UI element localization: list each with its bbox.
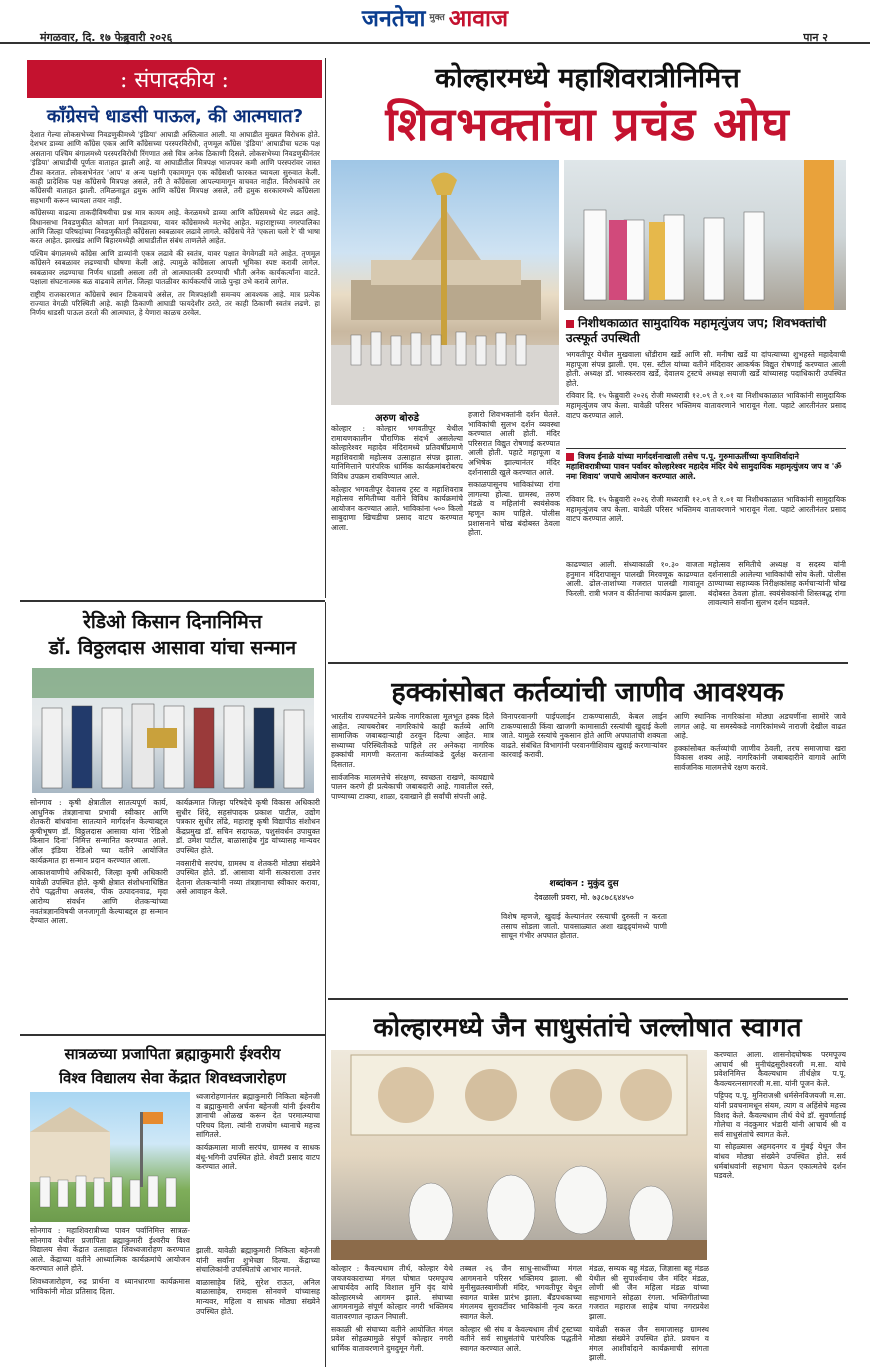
author-place: देवळाली प्रवरा, मो. ७३८७८६४४५० [534, 893, 634, 902]
logo-part-left: जनतेचा [361, 5, 426, 32]
editorial-title: काँग्रेसचे धाडसी पाऊल, की आत्मघात? [46, 106, 304, 127]
story-para: यावेळी सकल जैन समाजासह ग्रामस्थ मोठ्या संख्येने उपस्थित होते. प्रवचन व मंगल आशीर्वादाने कार्यक्रमाची सांगता झाली. [589, 1324, 709, 1363]
editorial-para: राष्ट्रीय राजकारणात काँग्रेसचे स्थान टिकवायचे असेल, तर मित्रपक्षांशी समन्वय आवश्यक आहे. मात्र प्रत्येक राज्यात वेगळी परिस्थिती आहे. काही ठिकाणी आघाडी फायदेशीर ठरते, तर काही ठिकाणी स्वतंत्र लढणे. हा निर्णय धाडसी पाऊल ठरतो की आत्मघात, हे येणारा काळच ठरवेल. [30, 289, 320, 318]
logo-small: मुक्त [429, 13, 445, 23]
brahma-body-col3 [196, 1246, 320, 1364]
felicitation-illustration [32, 668, 314, 793]
jain-body-col4 [714, 1050, 846, 1364]
radio-title-2: डॉ. विठ्ठलदास आसावा यांचा सन्मान [48, 637, 297, 659]
story-para: विशेष म्हणजे, खुदाई केल्यानंतर रस्त्याची दुरुस्ती न करता तसाच सोडला जातो. पावसाळ्यात अशा खड्ड्यांमध्ये पाणी साचून गंभीर अपघात होतात. [501, 912, 667, 941]
story-para: सकाळी श्री संघाच्या वतीने आयोजित मंगल प्रवेश सोहळ्यामुळे संपूर्ण कोल्हार नगरी धार्मिक वातावरणाने दुमदुमून गेली. [331, 1324, 453, 1353]
editorial-banner: : संपादकीय : [27, 60, 322, 98]
brahma-body-col2 [196, 1092, 320, 1242]
story-para: आणि स्थानिक नागरिकांना मोठ्या अडचणींना सामोरे जावे लागत आहे. या समस्येकडे नागरिकांमध्ये नाराजी देखील वाढत आहे. [674, 712, 846, 741]
main-body-col2 [468, 410, 560, 656]
brahma-title-1: सात्रळच्या प्रजापिता ब्रह्माकुमारी ईश्वरीय [64, 1045, 281, 1063]
radio-title-1: रेडिओ किसान दिनानिमित्त [83, 611, 262, 633]
sub-headline-2 [566, 452, 846, 482]
main-body-right [566, 350, 846, 445]
story-para: विनापरवानगी पाईपलाईन टाकण्यासाठी, केबल लाईन टाकण्यासाठी किंवा खाजगी कामासाठी रस्त्यांची खुदाई केली जाते. यामुळे रस्त्यांचे नुकसान होते आणि अपघातांची शक्यता वाढते. संबंधित विभागांनी परवानगीशिवाय खुदाई करणाऱ्यांवर कारवाई करावी. [501, 712, 667, 760]
main-body-col3 [566, 560, 704, 656]
story-para: रविवार दि. १५ फेब्रुवारी २०२६ रोजी मध्यरात्री १२.०९ ते १.०१ या निशीथकाळात भाविकांनी सामुदायिक महामृत्युंजय जप केला. यावेळी परिसर भक्तिमय वातावरणाने भारावून गेला. पहाटे आरतीनंतर प्रसाद वाटप करण्यात आले. [566, 391, 846, 420]
story-para: काढण्यात आली. संध्याकाळी १०.३० वाजता हनुमान मंदिरापासून पालखी मिरवणूक काढण्यात आली. ढोल-ताशांच्या गजरात पालखी गावातून फिरली. रात्री भजन व कीर्तनाचा कार्यक्रम झाला. [566, 560, 704, 598]
sub-headline-2-text: विजय ईनाळे यांच्या मार्गदर्शनाखाली तसेच प.पू. गुरुमाऊलींच्या कृपाशिर्वादाने महाशिवरात्रीच्या पावन पर्वावर कोल्हारेश्वर महादेव मंदिर येथे सामुदायिक महामृत्युंजय जप व 'ॐ नमः शिवाय' जपाचे आयोजन करण्यात आले. [566, 452, 842, 481]
author-label: शब्दांकन : [549, 879, 585, 889]
page-number: पान २ [803, 31, 828, 44]
logo-part-right: आवाज [448, 5, 509, 32]
divider [566, 448, 846, 449]
editorial-para: देशात गेल्या लोकसभेच्या निवडणुकीमध्ये 'इंडिया' आघाडी अस्तित्वात आली. या आघाडीत मुख्यत विरोधक होते. देशभर डाव्या आणि काँग्रेस एकत्र आणि काँग्रेसच्या परस्परविरोधी, तृणमूल काँग्रेस 'इंडिया' आघाडीचा घटक पक्ष असताना पश्चिम बंगालमध्ये परस्परविरोधी रिंगणात असे चित्र अनेक ठिकाणी दिसले. लोकसभेच्या निवडणुकीनंतर 'इंडिया' आघाडीची पूर्णतः वाताहत झाली आहे. या आघाडीतील मित्रपक्ष भाजपवर कमी आणि परस्परांवर जास्त टीका करतात. लोकसभेनंतर 'आप' व अन्य पक्षांनी एकामागून एक काँग्रेसशी फारकत घ्यायला सुरुवात केली. काही प्रादेशिक पक्ष काँग्रेसचे मित्रपक्ष असले, तरी ते काँग्रेसला आपल्यामागून वाचवत नाहीत. विरोधकांचे तर काँग्रेसची वाताहत झाली. तमिळनाडूत द्रमुक आणि काँग्रेस मित्रपक्ष असले, तरी द्रमुक सरकारमध्ये काँग्रेसला सहभागी करून घ्यायला तयार नाही. [30, 130, 320, 205]
story-para: तब्बल २६ जैन साधु-साध्वींच्या मंगल आगमनाने परिसर भक्तिमय झाला. श्री मुनीसुव्रतस्वामीजी मंदिर, भगवतीपूर येथून स्वागत यात्रेस प्रारंभ झाला. बँडपथकाच्या मंगलमय सुरावटींवर भाविकांनी नृत्य करत स्वागत केले. [460, 1264, 582, 1321]
masthead [0, 0, 870, 44]
radio-body-col1 [30, 798, 168, 1030]
section-divider [20, 600, 325, 602]
flag-hoisting-illustration [30, 1092, 190, 1222]
jain-photo [331, 1050, 707, 1260]
section-divider [20, 1034, 325, 1036]
main-body-right-2 [566, 495, 846, 555]
section-divider [328, 998, 848, 1000]
editorial-body [30, 130, 320, 590]
story-para: बाळासाहेब शिंदे, सुरेश राऊत, अनिल बाळासाहेब, रामदास सोनवणे यांच्यासह मान्यवर, महिला व साधक मोठ्या संख्येने उपस्थित होते. [196, 1277, 320, 1316]
bullet-icon [566, 320, 574, 328]
jain-title: कोल्हारमध्ये जैन साधुसंतांचे जल्लोषात स्वागत [373, 1013, 802, 1043]
brahma-title-2: विश्व विद्यालय सेवा केंद्रात शिवध्वजारोहण [59, 1069, 286, 1087]
story-para: कार्यक्रमात जिल्हा परिषदेचे कृषी विकास अधिकारी सुधीर शिंदे, सहसंपादक प्रकाश पाटील, उद्योग पत्रकार सुधीर लोंढे, महाराष्ट्र कृषी विद्यापीठ संशोधन केंद्रप्रमुख डॉ. सचिन सदाफळ, पशुसंवर्धन उपायुक्त डॉ. उमेश पाटील, बाळासाहेब गुंड यांच्यासह मान्यवर उपस्थित होते. [176, 798, 320, 855]
story-para: झाली. यावेळी ब्रह्माकुमारी निकिता बहेनजी यांनी सर्वांना शुभेच्छा दिल्या. केंद्राच्या संचालिकांनी उपस्थितांचे आभार मानले. [196, 1246, 320, 1275]
story-para: कोल्हार : कोल्हार भगवतीपूर येथील रामायणकालीन पौराणिक संदर्भ असलेल्या कोल्हारेश्वर महादेव मंदिरामध्ये प्रतिवर्षीप्रमाणे महाशिवरात्री महोत्सव उत्साहात संपन्न झाला. यानिमित्ताने पारंपरिक धार्मिक कार्यक्रमांबरोबरच विविध उपक्रम राबविण्यात आले. [331, 424, 463, 481]
story-para: मंडळ, सम्यक बहू मंडळ, जिज्ञासा बहू मंडळ येथील श्री सुपार्श्वनाथ जैन मंदिर मंडळ, लोणी श्री जैन महिला मंडळ यांच्या सहभागाने सोहळा रंगला. भक्तिगीतांच्या गजरात महाराज साहेब यांचा नगरप्रवेश झाला. [589, 1264, 709, 1321]
sub-headline-1 [566, 316, 846, 346]
story-para: या सोहळ्यास अहमदनगर व मुंबई येथून जैन बांधव मोठ्या संख्येने उपस्थित होते. सर्व धर्मबांधवांनी सहभाग घेऊन एकात्मतेचे दर्शन घडवले. [714, 1142, 846, 1181]
duty-body-col2b [501, 912, 667, 992]
main-body-col1 [331, 424, 463, 654]
story-para: कार्यक्रमाला माजी सरपंच, ग्रामस्थ व साधक बंधू-भगिनी उपस्थित होते. शेवटी प्रसाद वाटप करण्यात आले. [196, 1142, 320, 1172]
brahma-body-col1 [30, 1226, 190, 1364]
story-para: कोल्हार श्री संघ व केवल्यधाम तीर्थ ट्रस्टच्या वतीने सर्व साधुसंतांचे पारंपरिक पद्धतीने स्वागत करण्यात आले. [460, 1324, 582, 1353]
issue-date: मंगळवार, दि. १७ फेब्रुवारी २०२६ [40, 31, 173, 44]
story-para: भगवतीपूर येथील मुखवाला धोंडीराम खर्डे आणि सौ. मनीषा खर्डे या दांपत्याच्या शुभहस्ते महादेवाची महापूजा संपन्न झाली. एम. एस. स्टील यांच्या वतीने मंदिरावर आकर्षक विद्युत रोषणाई करण्यात आली होती. अध्यक्ष डॉ. भास्करराव खर्डे, देवालय ट्रस्टचे अध्यक्ष सयाजी खर्डे यांच्यासह पदाधिकारी उपस्थित होते. [566, 350, 846, 388]
radio-body-col2 [176, 798, 320, 1030]
story-para: सार्वजनिक मालमत्तेचे संरक्षण, स्वच्छता राखणे, कायद्याचे पालन करणे ही प्रत्येकाची जबाबदारी आहे. गावातील रस्ते, पाण्याच्या टाक्या, शाळा, दवाखाने ही सर्वांची संपत्ती आहे. [331, 772, 494, 801]
byline: अरुण बोरुडे [375, 413, 419, 424]
temple-illustration [331, 160, 559, 405]
story-para: ध्वजारोहणानंतर ब्रह्माकुमारी निकिता बहेनजी व ब्रह्माकुमारी अर्चना बहेनजी यांनी ईश्वरीय ज्ञानाची ओळख करून देत परमात्म्याचा परिचय दिला. त्यांनी राजयोग ध्यानाचे महत्त्व सांगितले. [196, 1092, 320, 1140]
author-name: मुकुंद दुस [587, 879, 619, 889]
logo [346, 1, 524, 32]
story-para: भारतीय राज्यघटनेने प्रत्येक नागरिकाला मूलभूत हक्क दिले आहेत. त्याचबरोबर नागरिकांचे काही कर्तव्ये आणि सामाजिक जबाबदाऱ्याही ठरवून दिल्या आहेत. मात्र सध्याच्या परिस्थितीकडे पाहिले तर अनेकदा नागरिक हक्कांची मागणी करताना कर्तव्यांकडे दुर्लक्ष करताना दिसतात. [331, 712, 494, 769]
editorial-para: पश्चिम बंगालमध्ये काँग्रेस आणि डाव्यांनी एकत्र लढावे की स्वतंत्र, यावर पक्षात वेगवेगळी मते आहेत. तृणमूल काँग्रेसने स्वबळावर लढण्याची घोषणा केली आहे. त्यामुळे काँग्रेसला आपली भूमिका स्पष्ट करावी लागेल. स्वबळावर लढण्याचा निर्णय धाडसी असला तरी तो आत्मघातकी ठरण्याची भीती अनेक कार्यकर्त्यांना वाटते. पक्षाला संघटनात्मक बळ वाढवावे लागेल. जिल्हा पातळीवर कार्यकर्त्यांचे जाळे पुन्हा उभे करावे लागेल. [30, 248, 320, 287]
jain-body-col3 [589, 1264, 709, 1364]
author-box [501, 876, 667, 910]
jain-body-col2 [460, 1264, 582, 1364]
duty-body-col2 [501, 712, 667, 872]
story-para: आकाशवाणीचे अधिकारी, जिल्हा कृषी अधिकारी यावेळी उपस्थित होते. कृषी क्षेत्रात संशोधनाधिष्ठित रोपे पद्धतीचा अवलंब, पीक उत्पादनवाढ, मृदा आरोग्य संवर्धन आणि शेतकऱ्यांच्या नवतंत्रज्ञानविषयी जनजागृती केल्याबद्दल हा सन्मान देण्यात आला. [30, 868, 168, 926]
sub-headline-1-text: निशीथकाळात सामुदायिक महामृत्युंजय जप; शिवभक्तांची उत्स्फूर्त उपस्थिती [566, 316, 827, 345]
section-divider [328, 662, 848, 664]
jap-photo [564, 160, 846, 310]
story-para: कोल्हार भगवतीपूर देवालय ट्रस्ट व महाशिवरात्र महोत्सव समितीच्या वतीने विविध कार्यक्रमांचे आयोजन करण्यात आले. भाविकांना ५०० किलो साबुदाणा खिचडीचा प्रसाद वाटप करण्यात आला. [331, 484, 463, 532]
story-para: सकाळपासूनच भाविकांच्या रांगा लागल्या होत्या. ग्रामस्थ, तरुण मंडळे व महिलांनी स्वयंसेवक म्हणून काम पाहिले. पोलीस प्रशासनाने चोख बंदोबस्त ठेवला होता. [468, 480, 560, 538]
duty-body-col3 [674, 712, 846, 992]
story-para: कोल्हार : कैवल्यधाम तीर्थ, कोल्हार येथे जयजयकाराच्या मंगल घोषात परमपूज्य आचार्यदेव आदि विशाल मुनि वृंद यांचे कोल्हारमध्ये आगमन झाले. संघाच्या आगमनामुळे संपूर्ण कोल्हार नगरी भक्तिमय वातावरणात न्हाऊन निघाली. [331, 1264, 453, 1321]
main-body-col4 [708, 560, 846, 656]
brahma-photo [30, 1092, 190, 1222]
column-divider [325, 58, 326, 598]
story-para: सोनगाव : महाशिवरात्रीच्या पावन पर्वानिमित्त सात्रळ-सोनगाव येथील प्रजापिता ब्रह्माकुमारी ईश्वरीय विश्व विद्यालय सेवा केंद्रात उत्साहात शिवध्वजारोहण करण्यात आले. केंद्राच्या वतीने आध्यात्मिक कार्यक्रमांचे आयोजन करण्यात आले होते. [30, 1226, 190, 1274]
story-para: हक्कांसोबत कर्तव्यांची जाणीव ठेवली, तरच समाजाचा खरा विकास शक्य आहे. नागरिकांनी जबाबदारीने वागावे आणि सार्वजनिक मालमत्तेचे रक्षण करावे. [674, 743, 846, 772]
main-headline: शिवभक्तांचा प्रचंड ओघ [385, 97, 790, 151]
bullet-icon [566, 453, 574, 461]
temple-photo [331, 160, 559, 405]
duty-title: हक्कांसोबत कर्तव्यांची जाणीव आवश्यक [391, 677, 784, 708]
story-para: नवसारीचे सरपंच, ग्रामस्थ व शेतकरी मोठ्या संख्येने उपस्थित होते. डॉ. आसावा यांनी सत्काराला उत्तर देताना शेतकऱ्यांनी नव्या तंत्रज्ञानाचा स्वीकार करावा, असे आवाहन केले. [176, 858, 320, 897]
story-para: रविवार दि. १५ फेब्रुवारी २०२६ रोजी मध्यरात्री १२.०९ ते १.०१ या निशीथकाळात भाविकांनी सामुदायिक महामृत्युंजय जप केला. यावेळी परिसर भक्तिमय वातावरणाने भारावून गेला. पहाटे आरतीनंतर प्रसाद वाटप करण्यात आले. [566, 495, 846, 524]
story-para: हजारो शिवभक्तांनी दर्शन घेतले. भाविकांची सुलभ दर्शन व्यवस्था करण्यात आली होती. मंदिर परिसरात विद्युत रोषणाई करण्यात आली होती. पहाटे महापूजा व अभिषेक झाल्यानंतर मंदिर दर्शनासाठी खुले करण्यात आले. [468, 410, 560, 477]
story-para: महोत्सव समितीचे अध्यक्ष व सदस्य यांनी दर्शनासाठी आलेल्या भाविकांची सोय केली. पोलीस ठाण्याच्या सहाय्यक निरीक्षकांसह कर्मचाऱ्यांनी चोख बंदोबस्त ठेवला होता. स्वयंसेवकांनी शिस्तबद्ध रांगा लावल्याने सर्वांना सुलभ दर्शन घडवले. [708, 560, 846, 608]
jain-illustration [331, 1050, 707, 1260]
editorial-para: काँग्रेसच्या वाढत्या ताकदीविषयीचा प्रश्न मात्र कायम आहे. केरळमध्ये डाव्या आणि काँग्रेसमध्ये थेट लढत आहे. विधानसभा निवडणुकीत कोणता मार्ग निवडायचा, यावर काँग्रेसमध्ये मतभेद आहेत. महाराष्ट्राच्या नगरपालिका आणि जिल्हा परिषदांच्या निवडणुकीतही काँग्रेसला स्वबळावर लढावे लागले. काँग्रेसचे नेते 'एकला चलो रे' ची भाषा करत आहेत. झारखंड आणि बिहारमध्येही आघाडीतील संबंध ताणलेले आहेत. [30, 208, 320, 246]
duty-body-col1 [331, 712, 494, 992]
devotees-illustration [564, 160, 846, 310]
story-para: पट्टिपद प.पू. मुनिराजश्री धर्मसेनविजयजी म.सा. यांनी प्रवचनामधून संयम, त्याग व अहिंसेचे महत्त्व विशद केले. कैवल्यधाम तीर्थ येथे डॉ. सुवर्णाताई गोलेचा व नंदकुमार भंडारी यांनी आचार्य श्री व सर्व साधुसंतांचे स्वागत केले. [714, 1091, 846, 1139]
main-kicker: कोल्हारमध्ये महाशिवरात्रीनिमित्त [435, 63, 740, 94]
story-para: करण्यात आला. शासनोदघोषक परमपूज्य आचार्य श्री मुनीचंद्रसूरीश्वरजी म.सा. यांचे प्रवेशनिमित्त कैवल्यधाम तीर्थक्षेत्र प.पू. कैवल्यरत्नसागरजी म.सा. यांनी पूजन केले. [714, 1050, 846, 1088]
jain-body-col1 [331, 1264, 453, 1364]
felicitation-photo [32, 668, 314, 793]
story-para: शिवध्वजारोहण, रुद्र प्रार्थना व ध्यानधारणा कार्यक्रमास भाविकांनी मोठा प्रतिसाद दिला. [30, 1276, 190, 1296]
column-divider [325, 602, 326, 1367]
story-para: सोनगाव : कृषी क्षेत्रातील सातत्यपूर्ण कार्य, आधुनिक तंत्रज्ञानाचा प्रभावी स्वीकार आणि शेतकरी बांधवांना सातत्याने मार्गदर्शन केल्याबद्दल कृषीभूषण डॉ. विठ्ठलदास आसावा यांना 'रेडिओ किसान दिना' निमित्त सन्मानित करण्यात आले. ऑल इंडिया रेडिओ च्या वतीने आयोजित कार्यक्रमात हा सन्मान प्रदान करण्यात आला. [30, 798, 168, 865]
